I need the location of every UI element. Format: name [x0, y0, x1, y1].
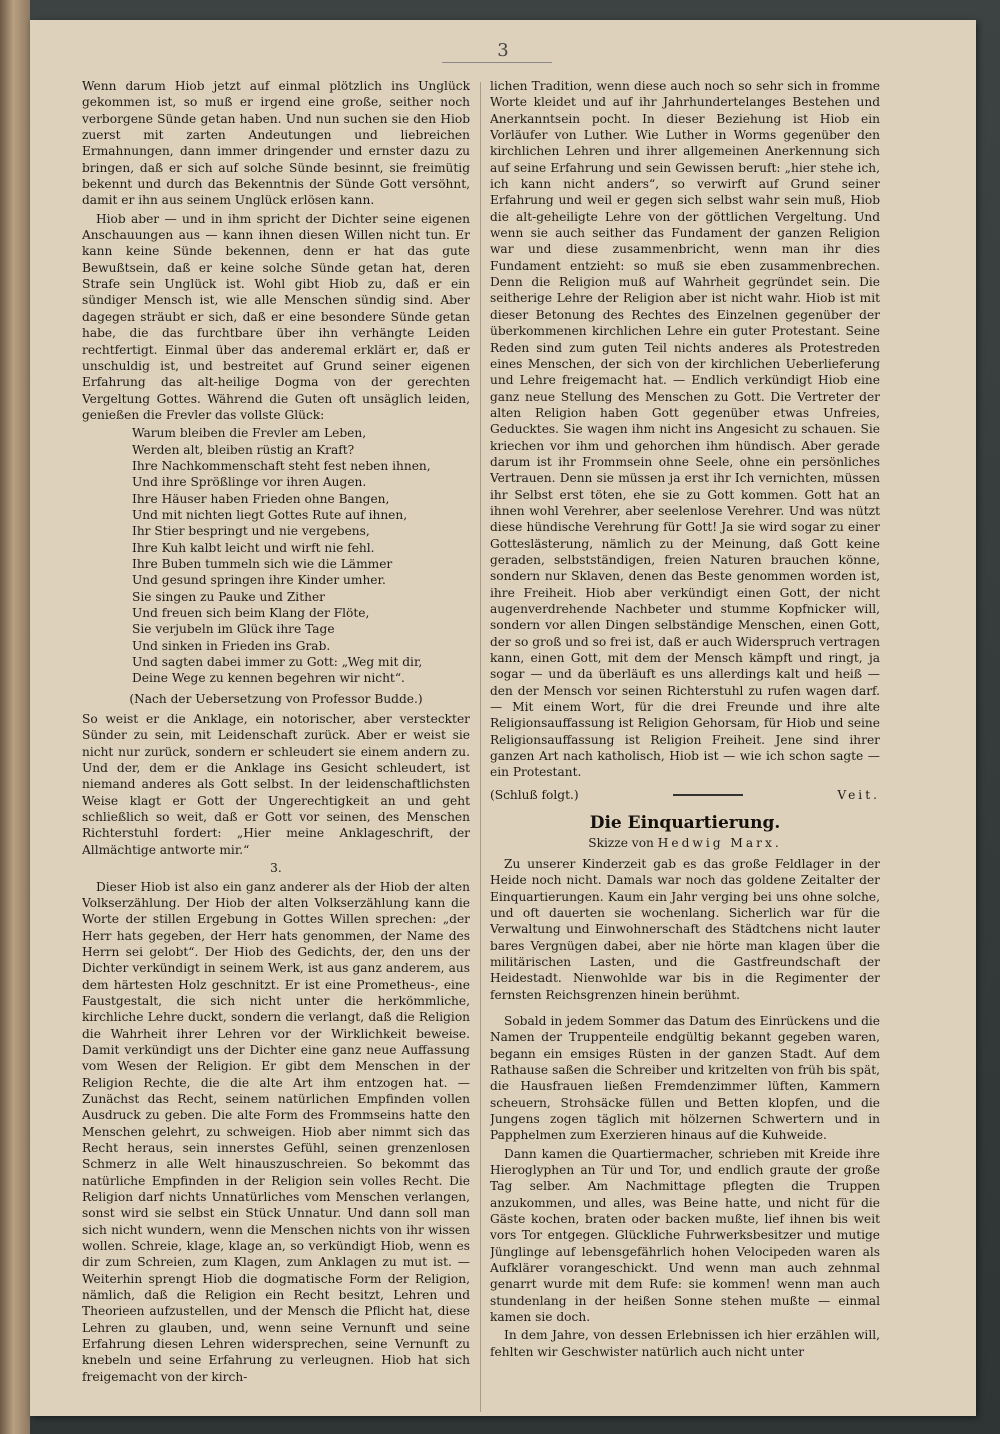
poem-line: Ihre Häuser haben Frieden ohne Bangen, — [132, 491, 390, 506]
article-author: Veit. — [837, 787, 880, 802]
poem-line: Deine Wege zu kennen begehren wir nicht“. — [132, 671, 405, 686]
paragraph: Hiob aber — und in ihm spricht der Dichter seine eigenen Anschauungen aus — kann ihnen diesen Willen nicht tun. Er kann keine Sünde bekennen, denn er hat das gute Bewußtsein, daß er keine solche Sünde getan hat, deren Strafe sein Unglück ist. Wohl gibt Hiob zu, daß er ein sündiger Mensch ist, wie alle Menschen sündig sind. Aber dagegen sträubt er sich, daß er eine besondere Sünde getan habe, die das furchtbare über ihn verhängte Leiden rechtfertigt. Einmal über das anderemal erklärt er, daß er unschuldig ist, und bestreitet auf Grund seiner eigenen Erfahrung das alt-heilige Dogma von der gerechten Vergeltung Gottes. Während die Guten oft unsäglich leiden, genießen die Frevler das vollste Glück: — [82, 211, 470, 422]
poem-line: Und sinken in Frieden ins Grab. — [132, 638, 331, 653]
adjacent-page-edge — [0, 0, 30, 1434]
poem-line: Ihre Kuh kalbt leicht und wirft nie fehl. — [132, 540, 375, 555]
paragraph: Sobald in jedem Sommer das Datum des Einrückens und die Namen der Truppenteile endgültig bekannt gegeben waren, begann ein emsiges Rüsten in der ganzen Stadt. Auf dem Rathause saßen die Schreiber und kritzelten von früh bis spät, die Hausfrauen ließen Fremdenzimmer lüften, Kammern scheuern, Strohsäcke füllen und Betten klopfen, und die Jungens zogen täglich mit hölzernen Schwertern und in Papphelmen zum Exerzieren hinaus auf die Kuhweide. — [490, 1013, 880, 1143]
paragraph-gap — [490, 1005, 880, 1013]
paragraph: Wenn darum Hiob jetzt auf einmal plötzlich ins Unglück gekommen ist, so muß er irgend eine große, seither noch verborgene Sünde getan haben. Und nun suchen sie den Hiob zuerst mit zarten Andeutungen und liebreichen Ermahnungen, dann immer dringender und ernster dazu zu bringen, daß er sich auf solche Sünde besinnt, sie freimütig bekennt und durch das Bekenntnis der Sünde Gott versöhnt, damit er ihn aus seinem Unglück erlösen kann. — [82, 79, 470, 208]
poem-line: Ihre Nachkommenschaft steht fest neben ihnen, — [132, 458, 431, 473]
section-number: 3. — [270, 861, 282, 876]
byline — [490, 835, 880, 851]
translation-attribution: (Nach der Uebersetzung von Professor Budde.) — [129, 691, 423, 706]
paragraph: Dann kamen die Quartiermacher, schrieben mit Kreide ihre Hieroglyphen an Tür und Tor, und endlich graute der große Tag selber. Am Nachmittage pflegten die Truppen anzukommen, und alles, was Beine hatte, und nicht für die Gäste kochen, braten oder backen mußte, lief ihnen bis weit vors Tor entgegen. Glückliche Fuhrwerksbesitzer und mutige Jünglinge auf lebensgefährlich hohen Velocipeden waren als Aufklärer vorangeschickt. Und wenn man auch zehnmal genarrt wurde mit dem Rufe: sie kommen! wenn man auch stundenlang in der heißen Sonne stehen mußte — einmal kamen sie doch. — [490, 1146, 880, 1325]
byline-prefix: Skizze von — [588, 836, 654, 851]
paragraph: So weist er die Anklage, ein notorischer, aber versteckter Sünder zu sein, mit Leidenschaft zurück. Aber er weist sie nicht nur zurück, sondern er schleudert sie einem andern zu. Und der, dem er die Anklage ins Gesicht schleudert, ist niemand anderes als Gott selbst. In der leidenschaftlichsten Weise klagt er Gott der Ungerechtigkeit an und geht schließlich so weit, daß er Gott vor seinen, des Menschen Richterstuhl fordert: „Hier meine Anklageschrift, der Allmächtige antworte mir.“ — [82, 712, 470, 857]
poem-line: Und sagten dabei immer zu Gott: „Weg mit dir, — [132, 655, 423, 670]
poem-line: Und mit nichten liegt Gottes Rute auf ihnen, — [132, 507, 408, 522]
right-column — [490, 78, 880, 1398]
poem-line: Und freuen sich beim Klang der Flöte, — [132, 606, 370, 620]
poem-line: Warum bleiben die Frevler am Leben, — [132, 426, 367, 441]
paragraph: In dem Jahre, von dessen Erlebnissen ich hier erzählen will, fehlten wir Geschwister natürlich auch nicht unter — [490, 1328, 880, 1359]
header-rule — [442, 62, 552, 63]
continued-note: (Schluß folgt.) — [490, 787, 579, 802]
poem-line: Ihre Buben tummeln sich wie die Lämmer — [132, 556, 393, 571]
signoff-rule — [673, 794, 743, 796]
paragraph: lichen Tradition, wenn diese auch noch so sehr sich in fromme Worte kleidet und auf ihr Jahrhundertelanges Bestehen und Anerkanntsein pocht. In dieser Beziehung ist Hiob ein Vorläufer von Luther. Wie Luther in Worms gegenüber den kirchlichen Lehren und ihrer allgemeinen Anerkennung sich auf seine Erfahrung und sein Gewissen beruft: „hier stehe ich, ich kann nicht anders“, so verwirft auf Grund seiner Erfahrung und weil er gegen sich selbst wahr sein muß, Hiob die alt-geheiligte Lehre von der göttlichen Vergeltung. Und wenn sie auch seither das Fundament der ganzen Religion war und diese zusammenbricht, wenn man ihr dies Fundament entzieht: so muß sie eben zusammenbrechen. Denn die Religion muß auf Wahrheit gegründet sein. Die seitherige Lehre der Religion aber ist nicht wahr. Hiob ist mit dieser Betonung des Rechtes des Einzelnen gegenüber der überkommenen kirchlichen Lehre ein guter Protestant. Seine Reden sind zum guten Teil nichts anderes als Protestreden eines Menschen, der sich von der kirchlichen Ueberlieferung und Lehre freigemacht hat. — Endlich verkündigt Hiob eine ganz neue Stellung des Menschen zu Gott. Die Vertreter der alten Religion haben Gott gegenüber etwas Unfreies, Geducktes. Sie wagen ihm nicht ins Angesicht zu schauen. Sie kriechen vor ihm und gehorchen ihm hündisch. Aber gerade darum ist ihr Frommsein ohne Seele, ohne ein persönliches Vertrauen. Denn sie müssen ja erst ihr Ich vernichten, müssen ihr Selbst erst töten, ehe sie zu Gott kommen. Gott hat an ihnen wohl Verehrer, aber seelenlose Verehrer. Und was nützt diese hündische Verehrung für Gott! Ja sie wird sogar zu einer Gotteslästerung, nämlich zu der Meinung, daß Gott keine geraden, selbstständigen, freien Naturen brauchen könne, sondern nur Sklaven, denen das Beste genommen worden ist, ihre Freiheit. Hiob aber verkündigt einen Gott, der nicht augenverdrehende Nachbeter und stumme Kopfnicker will, sondern vor allen Dingen selbständige Menschen, einen Gott, der so groß und so frei ist, daß er auch Widerspruch vertragen kann, einen Gott, mit dem der Mensch kämpft und ringt, ja sogar — und da überläuft es uns allerdings kalt und heiß — den der Mensch vor seinen Richterstuhl zu rufen wagen darf. — Mit einem Wort, für die drei Freunde und ihre alte Religionsauffassung ist Religion Gehorsam, für Hiob und seine Religionsauffassung ist Religion Freiheit. Jene sind ihrer ganzen Art nach katholisch, Hiob ist — wie ich schon sagte — ein Protestant. — [490, 79, 880, 780]
poem-line: Werden alt, bleiben rüstig an Kraft? — [132, 442, 355, 457]
poem-quote — [132, 425, 470, 687]
article-signoff — [490, 787, 880, 803]
newspaper-page — [30, 20, 976, 1416]
poem-line: Sie singen zu Pauke und Zither — [132, 589, 325, 604]
byline-author: Hedwig Marx. — [657, 836, 782, 851]
column-divider — [480, 82, 481, 1412]
poem-line: Und ihre Sprößlinge vor ihren Augen. — [132, 475, 367, 490]
article-title: Die Einquartierung. — [589, 813, 781, 834]
paragraph: Zu unserer Kinderzeit gab es das große Feldlager in der Heide noch nicht. Damals war noch das goldene Zeitalter der Einquartierungen. Kaum ein Jahr verging bei uns ohne solche, und oft dauerten sie wochenlang. Sicherlich war für die Verwaltung und Einwohnerschaft des Städtchens nicht lauter bares Vergnügen dabei, aber nie hörte man klagen über die militärischen Lasten, und die Gastfreundschaft der Heidestadt. Nienwohlde war bis in die Regimenter der fernsten Reichsgrenzen hinein berühmt. — [490, 856, 880, 1002]
page-number: 3 — [497, 40, 509, 61]
left-column — [82, 78, 470, 1398]
poem-line: Sie verjubeln im Glück ihre Tage — [132, 622, 335, 637]
paragraph: Dieser Hiob ist also ein ganz anderer als der Hiob der alten Volkserzählung. Der Hiob der alten Volkserzählung kann die Worte der stillen Ergebung in Gottes Willen sprechen: „der Herr hats gegeben, der Herr hats genommen, der Name des Herrn sei gelobt“. Der Hiob des Gedichts, der, den uns der Dichter verkündigt in seinem Werk, ist aus ganz anderem, aus dem härtesten Holz geschnitzt. Er ist eine Prometheus-, eine Faustgestalt, die sich nicht unter die herkömmliche, kirchliche Lehre duckt, sondern die verlangt, daß die Religion die Wahrheit ihrer Lehren vor der Wirklichkeit beweise. Damit verkündigt uns der Dichter eine ganz neue Auffassung vom Wesen der Religion. Er gibt dem Menschen in der Religion Rechte, die die alte Art ihm entzogen hat. — Zunächst das Recht, seinem natürlichen Empfinden vollen Ausdruck zu geben. Die alte Form des Frommseins hatte den Menschen gelehrt, zu schweigen. Hiob aber nimmt sich das Recht heraus, sein innerstes Gefühl, seinen grenzenlosen Schmerz in alle Welt hinauszuschreien. So bekommt das natürliche Empfinden in der Religion sein volles Recht. Die Religion darf nichts Unnatürliches vom Menschen verlangen, sonst wird sie selbst ein Stück Unnatur. Und dann soll man sich nicht wundern, wenn die Menschen nichts von ihr wissen wollen. Schreie, klage, klage an, so verkündigt Hiob, wenn es dir zum Schreien, zum Klagen, zum Anklagen zu mut ist. — Weiterhin sprengt Hiob die dogmatische Form der Religion, nämlich, daß die Religion ein Recht besitzt, Lehren und Theorieen aufzustellen, und der Mensch die Pflicht hat, diese Lehren zu glauben, und, wenn seine Vernunft und seine Erfahrung diesen Lehren widersprechen, seine Vernunft zu knebeln und seine Erfahrung zu verleugnen. Hiob hat sich freigemacht von der kirch- — [82, 879, 470, 1384]
poem-line: Ihr Stier bespringt und nie vergebens, — [132, 524, 370, 539]
poem-line: Und gesund springen ihre Kinder umher. — [132, 573, 386, 588]
